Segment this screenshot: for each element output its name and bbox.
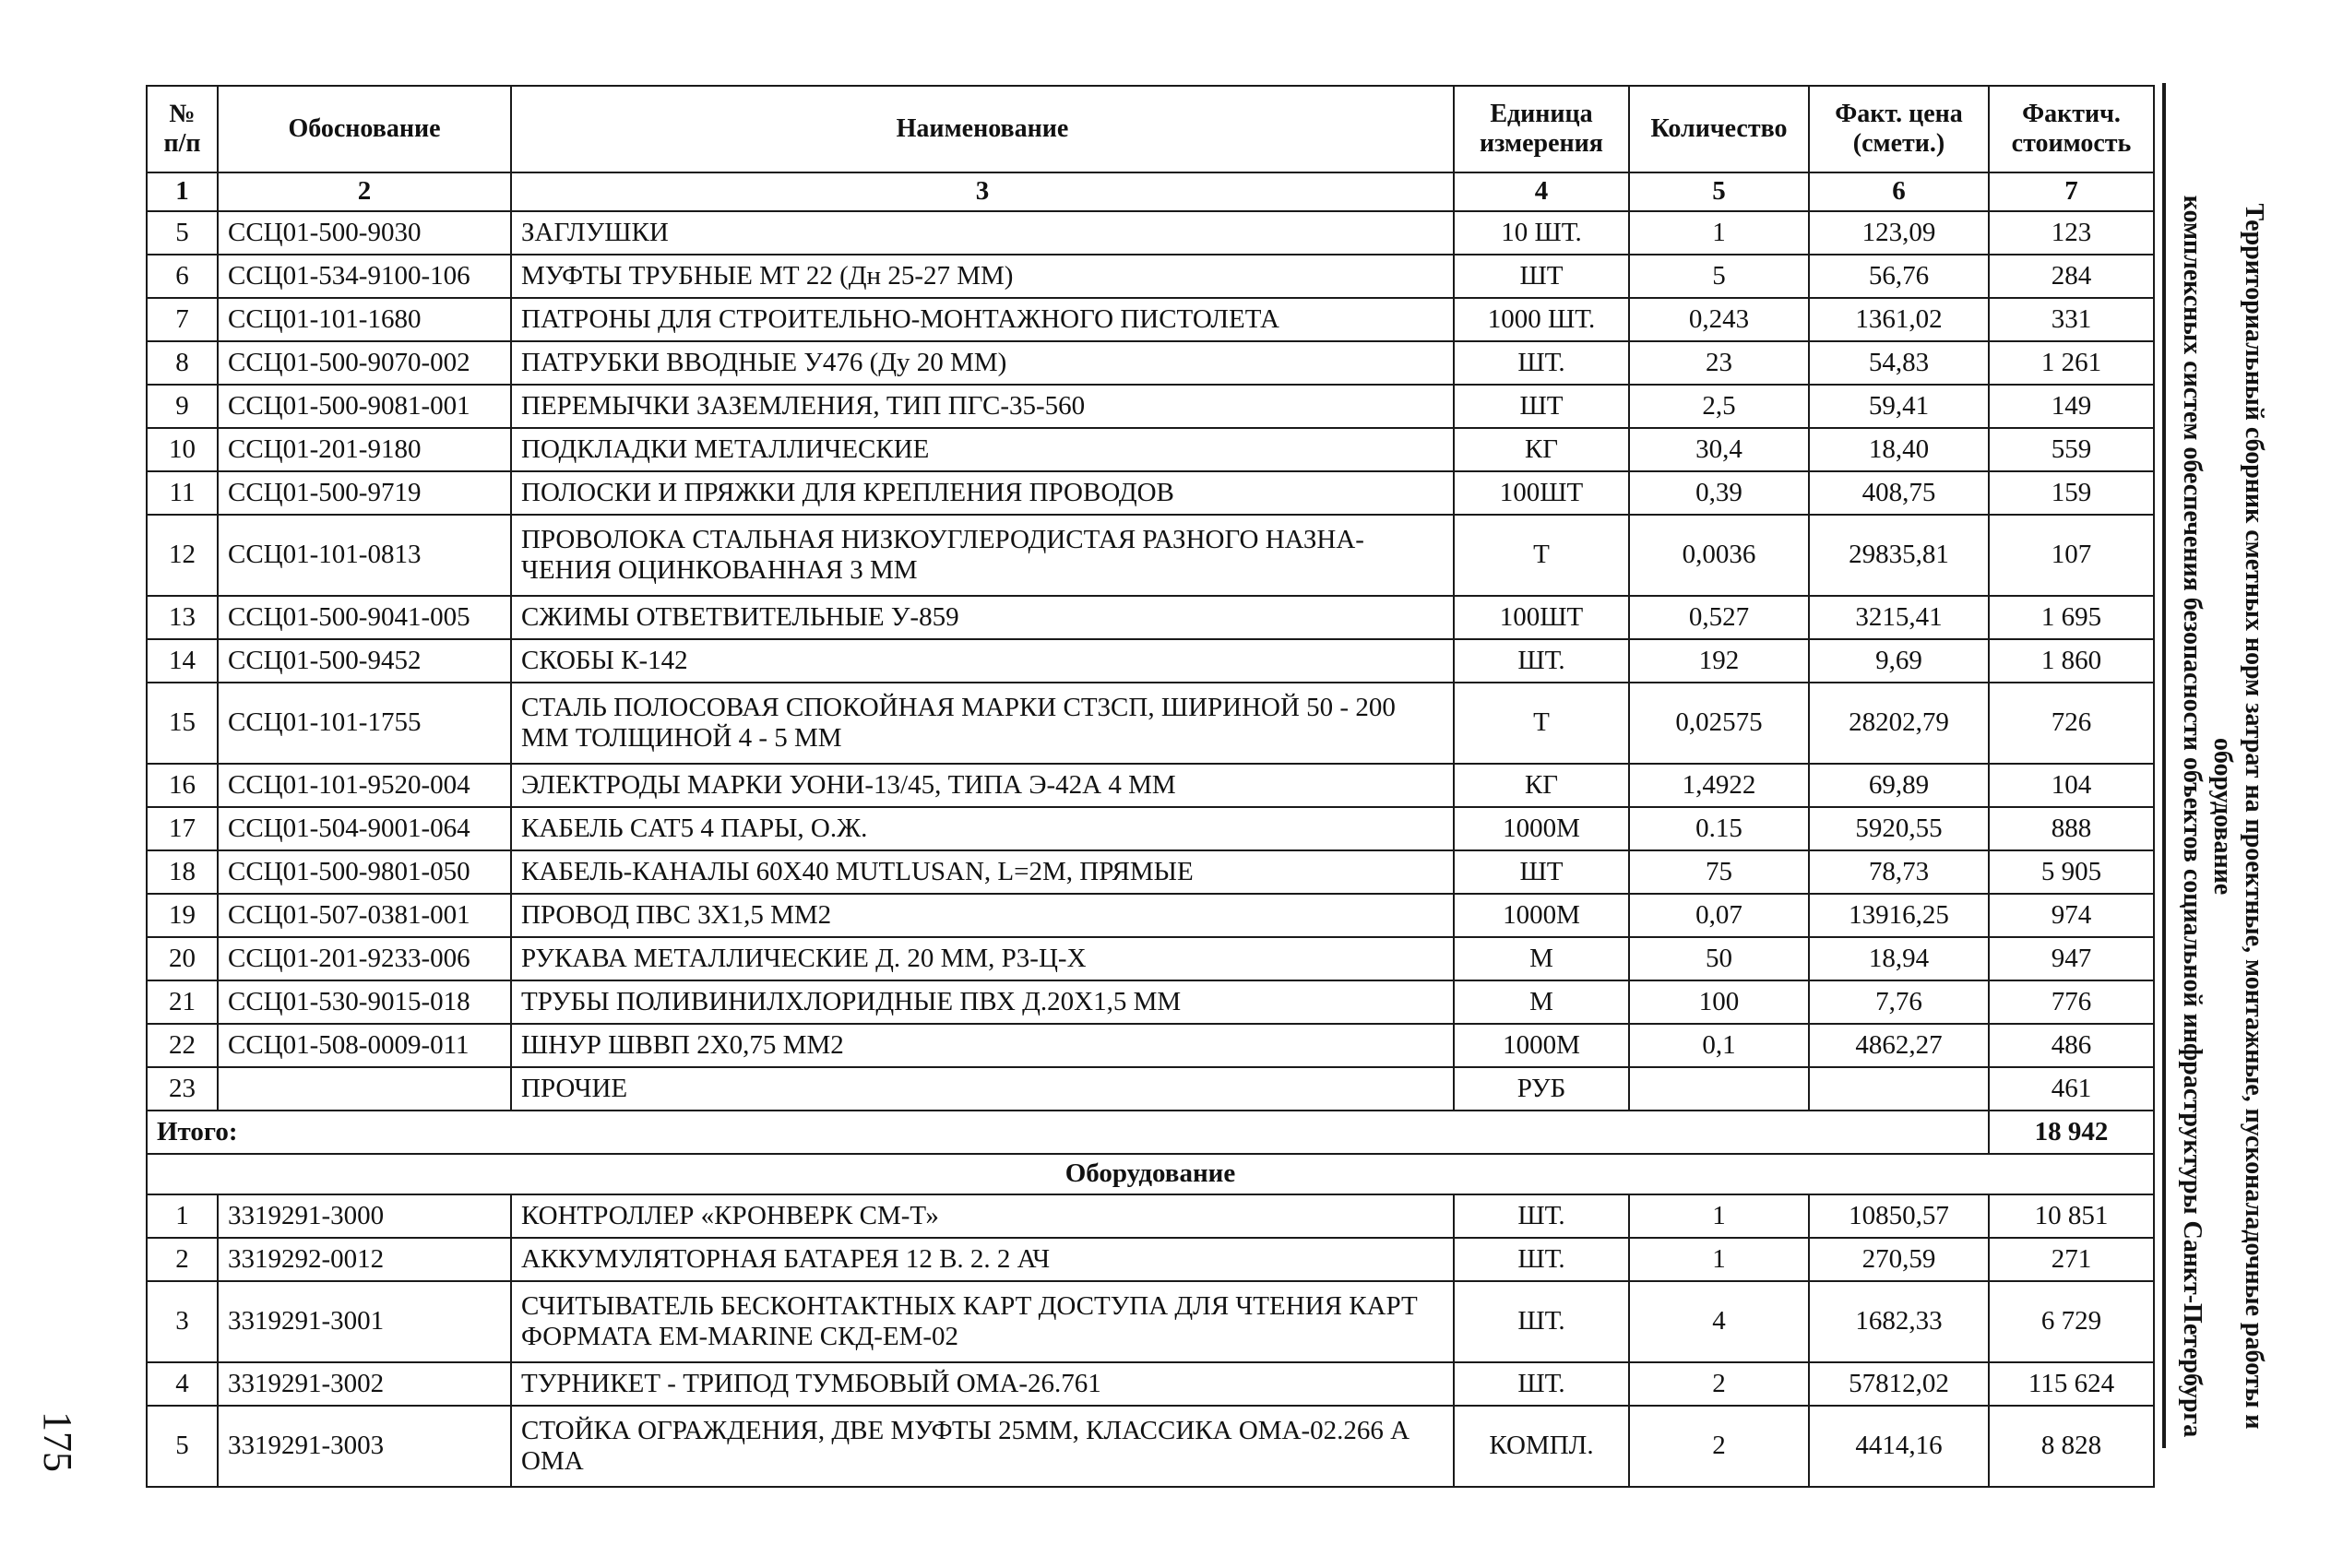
- row-name: МУФТЫ ТРУБНЫЕ МТ 22 (Дн 25-27 ММ): [511, 255, 1454, 298]
- row-price: 57812,02: [1809, 1362, 1989, 1406]
- row-quantity: 50: [1629, 937, 1809, 980]
- row-name: ПРОВОЛОКА СТАЛЬНАЯ НИЗКОУГЛЕРОДИСТАЯ РАЗНОГО НАЗНА-ЧЕНИЯ ОЦИНКОВАННАЯ 3 ММ: [511, 515, 1454, 596]
- row-unit: КГ: [1454, 428, 1629, 471]
- row-unit: 1000М: [1454, 894, 1629, 937]
- row-number: 4: [147, 1362, 218, 1406]
- row-quantity: 100: [1629, 980, 1809, 1024]
- row-unit: ШТ: [1454, 385, 1629, 428]
- table-row: [147, 1362, 2154, 1406]
- section-title-equipment: Оборудование: [147, 1154, 2154, 1194]
- table-row: [147, 1281, 2154, 1362]
- row-cost: 461: [1989, 1067, 2154, 1111]
- row-number: 9: [147, 385, 218, 428]
- row-unit: ШТ.: [1454, 1238, 1629, 1281]
- row-code: 3319292-0012: [218, 1238, 511, 1281]
- table-row: [147, 1406, 2154, 1487]
- row-name: ПОЛОСКИ И ПРЯЖКИ ДЛЯ КРЕПЛЕНИЯ ПРОВОДОВ: [511, 471, 1454, 515]
- row-code: 3319291-3000: [218, 1194, 511, 1238]
- row-quantity: 2: [1629, 1362, 1809, 1406]
- column-number: 6: [1809, 172, 1989, 211]
- row-quantity: 0,02575: [1629, 683, 1809, 764]
- table-row: [147, 211, 2154, 255]
- row-price: 10850,57: [1809, 1194, 1989, 1238]
- row-unit: ШТ.: [1454, 1281, 1629, 1362]
- row-quantity: 0,39: [1629, 471, 1809, 515]
- row-price: 3215,41: [1809, 596, 1989, 639]
- row-cost: 149: [1989, 385, 2154, 428]
- header-row: [147, 86, 2154, 172]
- row-code: ССЦ01-504-9001-064: [218, 807, 511, 850]
- row-cost: 1 860: [1989, 639, 2154, 683]
- row-number: 16: [147, 764, 218, 807]
- row-unit: Т: [1454, 683, 1629, 764]
- row-number: 17: [147, 807, 218, 850]
- table-row: [147, 1024, 2154, 1067]
- row-code: ССЦ01-500-9030: [218, 211, 511, 255]
- row-name: ПАТРУБКИ ВВОДНЫЕ У476 (Ду 20 ММ): [511, 341, 1454, 385]
- header-cell: Обоснование: [218, 86, 511, 172]
- header-cell: Наименование: [511, 86, 1454, 172]
- row-name: ТУРНИКЕТ - ТРИПОД ТУМБОВЫЙ ОМА-26.761: [511, 1362, 1454, 1406]
- row-unit: 1000М: [1454, 1024, 1629, 1067]
- row-cost: 776: [1989, 980, 2154, 1024]
- row-number: 2: [147, 1238, 218, 1281]
- table-row: [147, 1238, 2154, 1281]
- row-quantity: 1: [1629, 1194, 1809, 1238]
- row-number: 6: [147, 255, 218, 298]
- row-name: ПЕРЕМЫЧКИ ЗАЗЕМЛЕНИЯ, ТИП ПГС-35-560: [511, 385, 1454, 428]
- table-row: [147, 683, 2154, 764]
- row-cost: 5 905: [1989, 850, 2154, 894]
- row-code: ССЦ01-508-0009-011: [218, 1024, 511, 1067]
- row-price: 123,09: [1809, 211, 1989, 255]
- row-cost: 271: [1989, 1238, 2154, 1281]
- row-unit: 100ШТ: [1454, 596, 1629, 639]
- row-quantity: 1,4922: [1629, 764, 1809, 807]
- row-cost: 888: [1989, 807, 2154, 850]
- row-cost: 947: [1989, 937, 2154, 980]
- row-unit: М: [1454, 980, 1629, 1024]
- row-quantity: 0,07: [1629, 894, 1809, 937]
- table-row: [147, 807, 2154, 850]
- row-quantity: [1629, 1067, 1809, 1111]
- row-number: 18: [147, 850, 218, 894]
- row-name: ПАТРОНЫ ДЛЯ СТРОИТЕЛЬНО-МОНТАЖНОГО ПИСТОЛЕТА: [511, 298, 1454, 341]
- row-price: 56,76: [1809, 255, 1989, 298]
- row-name: КАБЕЛЬ CAT5 4 ПАРЫ, О.Ж.: [511, 807, 1454, 850]
- row-unit: ШТ.: [1454, 1362, 1629, 1406]
- row-price: 1682,33: [1809, 1281, 1989, 1362]
- header-cell: Единица измерения: [1454, 86, 1629, 172]
- row-unit: М: [1454, 937, 1629, 980]
- row-name: ПРОЧИЕ: [511, 1067, 1454, 1111]
- row-name: ЗАГЛУШКИ: [511, 211, 1454, 255]
- row-number: 13: [147, 596, 218, 639]
- row-number: 14: [147, 639, 218, 683]
- column-number: 1: [147, 172, 218, 211]
- row-cost: 284: [1989, 255, 2154, 298]
- table-row: [147, 428, 2154, 471]
- row-cost: 559: [1989, 428, 2154, 471]
- row-cost: 104: [1989, 764, 2154, 807]
- row-cost: 974: [1989, 894, 2154, 937]
- row-price: 18,40: [1809, 428, 1989, 471]
- row-name: ЭЛЕКТРОДЫ МАРКИ УОНИ-13/45, ТИПА Э-42А 4 ММ: [511, 764, 1454, 807]
- row-quantity: 0,1: [1629, 1024, 1809, 1067]
- header-cell: Фактич. стоимость: [1989, 86, 2154, 172]
- row-number: 5: [147, 211, 218, 255]
- row-price: 13916,25: [1809, 894, 1989, 937]
- row-name: КАБЕЛЬ-КАНАЛЫ 60X40 MUTLUSAN, L=2M, ПРЯМЫЕ: [511, 850, 1454, 894]
- row-name: КОНТРОЛЛЕР «КРОНВЕРК СМ-Т»: [511, 1194, 1454, 1238]
- row-cost: 123: [1989, 211, 2154, 255]
- table-row: [147, 255, 2154, 298]
- row-unit: Т: [1454, 515, 1629, 596]
- row-number: 22: [147, 1024, 218, 1067]
- row-quantity: 0,0036: [1629, 515, 1809, 596]
- table-row: [147, 1067, 2154, 1111]
- row-number: 19: [147, 894, 218, 937]
- row-name: ТРУБЫ ПОЛИВИНИЛХЛОРИДНЫЕ ПВХ Д.20X1,5 ММ: [511, 980, 1454, 1024]
- column-number: 7: [1989, 172, 2154, 211]
- table-row: [147, 639, 2154, 683]
- row-code: ССЦ01-201-9233-006: [218, 937, 511, 980]
- row-price: [1809, 1067, 1989, 1111]
- table-row: [147, 937, 2154, 980]
- row-code: ССЦ01-500-9452: [218, 639, 511, 683]
- row-name: ПРОВОД ПВС 3X1,5 ММ2: [511, 894, 1454, 937]
- total-row: [147, 1111, 2154, 1154]
- row-code: ССЦ01-534-9100-106: [218, 255, 511, 298]
- row-quantity: 1: [1629, 1238, 1809, 1281]
- row-quantity: 23: [1629, 341, 1809, 385]
- column-number: 2: [218, 172, 511, 211]
- table-row: [147, 471, 2154, 515]
- table-row: [147, 515, 2154, 596]
- row-number: 7: [147, 298, 218, 341]
- row-quantity: 5: [1629, 255, 1809, 298]
- section-row: [147, 1154, 2154, 1194]
- row-number: 8: [147, 341, 218, 385]
- row-code: ССЦ01-201-9180: [218, 428, 511, 471]
- row-quantity: 0,527: [1629, 596, 1809, 639]
- row-unit: ШТ.: [1454, 1194, 1629, 1238]
- table-row: [147, 298, 2154, 341]
- column-number: 3: [511, 172, 1454, 211]
- row-price: 5920,55: [1809, 807, 1989, 850]
- header-cell: Количество: [1629, 86, 1809, 172]
- table-row: [147, 764, 2154, 807]
- table-row: [147, 341, 2154, 385]
- total-label: Итого:: [147, 1111, 1989, 1154]
- row-price: 1361,02: [1809, 298, 1989, 341]
- row-unit: ШТ.: [1454, 341, 1629, 385]
- row-code: [218, 1067, 511, 1111]
- header-cell: № п/п: [147, 86, 218, 172]
- row-number: 5: [147, 1406, 218, 1487]
- row-name: ШНУР ШВВП 2X0,75 ММ2: [511, 1024, 1454, 1067]
- row-unit: КОМПЛ.: [1454, 1406, 1629, 1487]
- row-price: 9,69: [1809, 639, 1989, 683]
- side-title-line: Территориальный сборник сметных норм затрат на проектные, монтажные, пусконаладочные работы и оборудование: [2208, 203, 2268, 1430]
- row-unit: 1000 ШТ.: [1454, 298, 1629, 341]
- row-price: 69,89: [1809, 764, 1989, 807]
- row-cost: 159: [1989, 471, 2154, 515]
- row-price: 18,94: [1809, 937, 1989, 980]
- row-name: СКОБЫ К-142: [511, 639, 1454, 683]
- table-row: [147, 596, 2154, 639]
- row-name: СТАЛЬ ПОЛОСОВАЯ СПОКОЙНАЯ МАРКИ СТ3СП, ШИРИНОЙ 50 - 200 ММ ТОЛЩИНОЙ 4 - 5 ММ: [511, 683, 1454, 764]
- row-unit: 100ШТ: [1454, 471, 1629, 515]
- row-unit: 10 ШТ.: [1454, 211, 1629, 255]
- materials-body: [147, 211, 2154, 1111]
- row-unit: РУБ: [1454, 1067, 1629, 1111]
- column-number: 4: [1454, 172, 1629, 211]
- row-quantity: 192: [1629, 639, 1809, 683]
- row-cost: 6 729: [1989, 1281, 2154, 1362]
- row-number: 12: [147, 515, 218, 596]
- table-row: [147, 894, 2154, 937]
- row-code: ССЦ01-500-9041-005: [218, 596, 511, 639]
- row-price: 4862,27: [1809, 1024, 1989, 1067]
- row-price: 54,83: [1809, 341, 1989, 385]
- row-number: 1: [147, 1194, 218, 1238]
- table-row: [147, 385, 2154, 428]
- table-row: [147, 1194, 2154, 1238]
- row-code: ССЦ01-500-9719: [218, 471, 511, 515]
- row-name: СЖИМЫ ОТВЕТВИТЕЛЬНЫЕ У-859: [511, 596, 1454, 639]
- row-code: ССЦ01-101-1755: [218, 683, 511, 764]
- row-code: ССЦ01-530-9015-018: [218, 980, 511, 1024]
- row-cost: 115 624: [1989, 1362, 2154, 1406]
- row-code: ССЦ01-500-9081-001: [218, 385, 511, 428]
- row-number: 21: [147, 980, 218, 1024]
- row-quantity: 30,4: [1629, 428, 1809, 471]
- column-number: 5: [1629, 172, 1809, 211]
- row-code: ССЦ01-101-9520-004: [218, 764, 511, 807]
- page-number-text: 175: [35, 1411, 80, 1472]
- row-code: ССЦ01-101-1680: [218, 298, 511, 341]
- row-price: 270,59: [1809, 1238, 1989, 1281]
- row-code: ССЦ01-500-9801-050: [218, 850, 511, 894]
- row-quantity: 75: [1629, 850, 1809, 894]
- row-code: 3319291-3003: [218, 1406, 511, 1487]
- row-code: 3319291-3002: [218, 1362, 511, 1406]
- row-unit: ШТ.: [1454, 639, 1629, 683]
- vertical-rule: [2162, 83, 2166, 1448]
- table-row: [147, 850, 2154, 894]
- row-quantity: 4: [1629, 1281, 1809, 1362]
- row-name: СЧИТЫВАТЕЛЬ БЕСКОНТАКТНЫХ КАРТ ДОСТУПА ДЛЯ ЧТЕНИЯ КАРТ ФОРМАТА EM-MARINE СКД-ЕМ-02: [511, 1281, 1454, 1362]
- row-cost: 8 828: [1989, 1406, 2154, 1487]
- row-unit: КГ: [1454, 764, 1629, 807]
- row-cost: 331: [1989, 298, 2154, 341]
- row-name: ПОДКЛАДКИ МЕТАЛЛИЧЕСКИЕ: [511, 428, 1454, 471]
- row-quantity: 2,5: [1629, 385, 1809, 428]
- row-quantity: 1: [1629, 211, 1809, 255]
- equipment-body: [147, 1194, 2154, 1487]
- total-value: 18 942: [1989, 1111, 2154, 1154]
- row-number: 20: [147, 937, 218, 980]
- row-code: 3319291-3001: [218, 1281, 511, 1362]
- row-price: 7,76: [1809, 980, 1989, 1024]
- row-number: 10: [147, 428, 218, 471]
- row-cost: 10 851: [1989, 1194, 2154, 1238]
- row-name: РУКАВА МЕТАЛЛИЧЕСКИЕ Д. 20 ММ, Р3-Ц-Х: [511, 937, 1454, 980]
- row-cost: 486: [1989, 1024, 2154, 1067]
- row-price: 29835,81: [1809, 515, 1989, 596]
- row-name: СТОЙКА ОГРАЖДЕНИЯ, ДВЕ МУФТЫ 25ММ, КЛАССИКА ОМА-02.266 А ОМА: [511, 1406, 1454, 1487]
- row-cost: 726: [1989, 683, 2154, 764]
- row-quantity: 0,243: [1629, 298, 1809, 341]
- row-price: 28202,79: [1809, 683, 1989, 764]
- row-name: АККУМУЛЯТОРНАЯ БАТАРЕЯ 12 В. 2. 2 АЧ: [511, 1238, 1454, 1281]
- row-price: 59,41: [1809, 385, 1989, 428]
- row-code: ССЦ01-101-0813: [218, 515, 511, 596]
- row-price: 4414,16: [1809, 1406, 1989, 1487]
- row-code: ССЦ01-507-0381-001: [218, 894, 511, 937]
- row-unit: 1000М: [1454, 807, 1629, 850]
- estimate-table: [146, 85, 2155, 1488]
- row-cost: 107: [1989, 515, 2154, 596]
- table-row: [147, 980, 2154, 1024]
- row-cost: 1 261: [1989, 341, 2154, 385]
- row-price: 78,73: [1809, 850, 1989, 894]
- side-title-line: комплексных систем обеспечения безопасности объектов социальной инфраструктуры Санкт-Петербурга: [2177, 195, 2206, 1438]
- row-number: 11: [147, 471, 218, 515]
- row-number: 23: [147, 1067, 218, 1111]
- row-price: 408,75: [1809, 471, 1989, 515]
- header-cell: Факт. цена (смети.): [1809, 86, 1989, 172]
- row-quantity: 2: [1629, 1406, 1809, 1487]
- row-cost: 1 695: [1989, 596, 2154, 639]
- row-unit: ШТ: [1454, 850, 1629, 894]
- row-code: ССЦ01-500-9070-002: [218, 341, 511, 385]
- row-number: 15: [147, 683, 218, 764]
- row-number: 3: [147, 1281, 218, 1362]
- column-number-row: [147, 172, 2154, 211]
- row-quantity: 0.15: [1629, 807, 1809, 850]
- row-unit: ШТ: [1454, 255, 1629, 298]
